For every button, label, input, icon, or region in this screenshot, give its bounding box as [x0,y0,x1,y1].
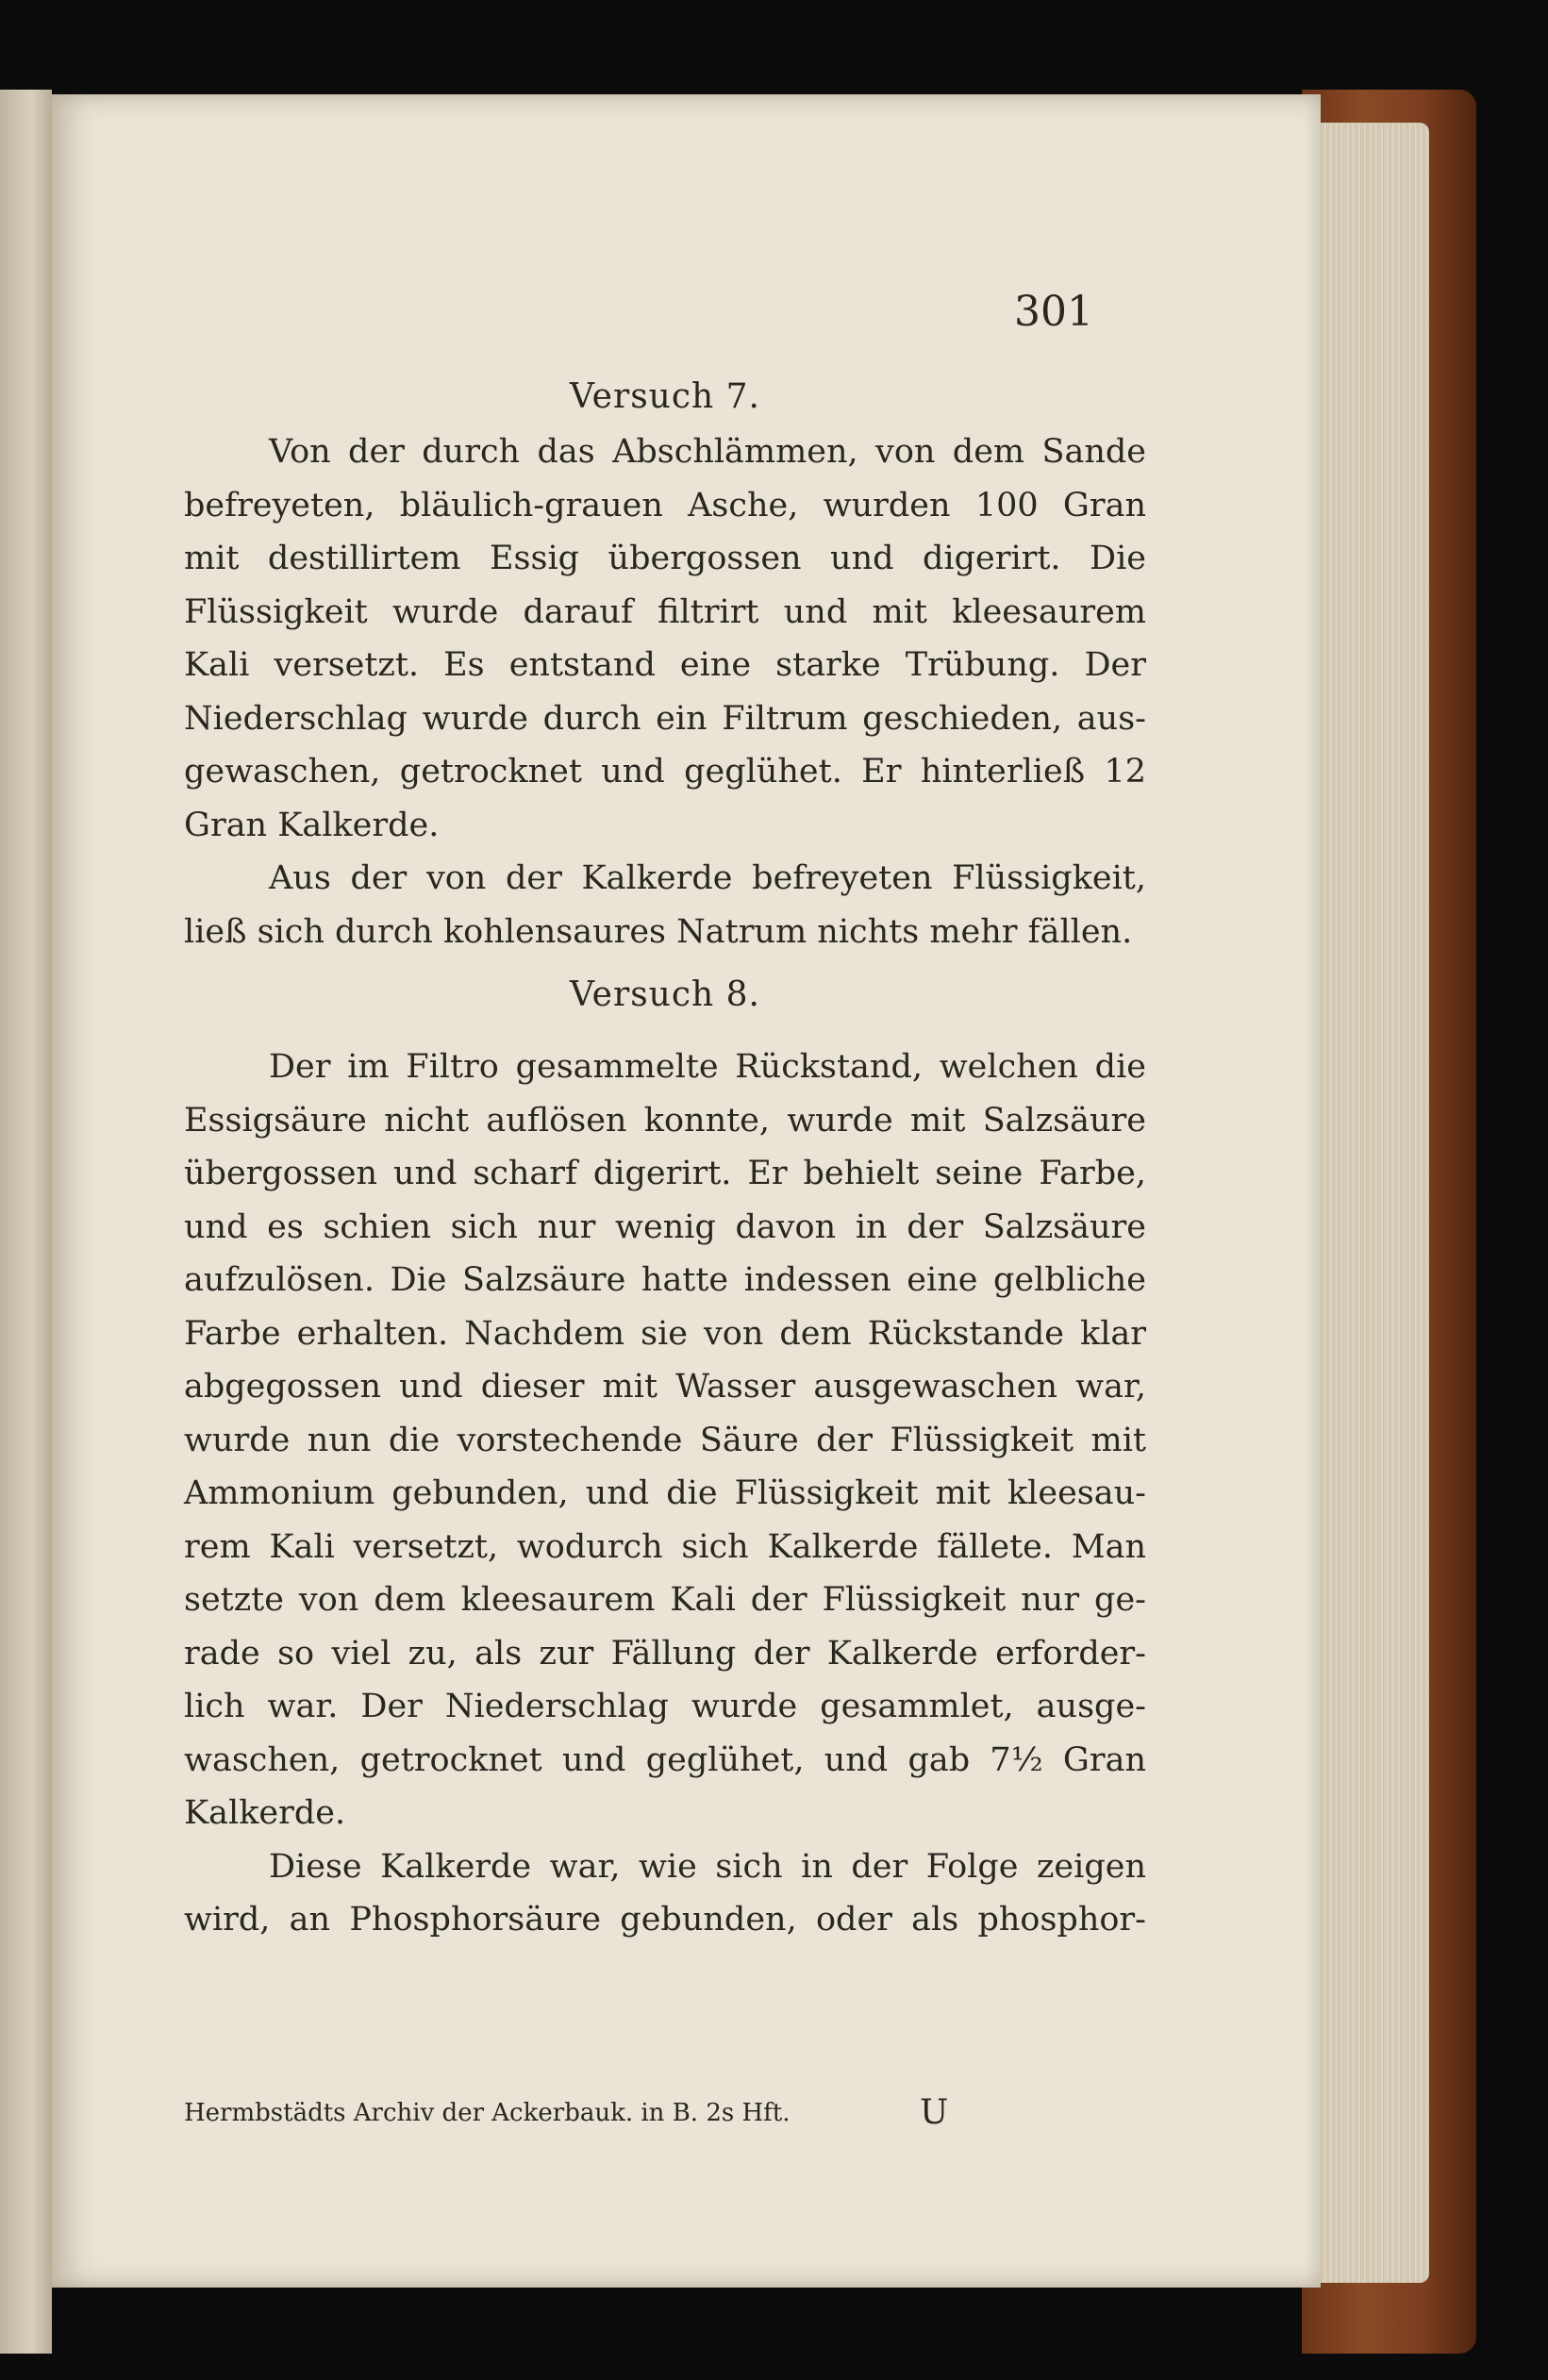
text-line: mit destillirtem Essig übergossen und digerirt. Die [184,540,1146,577]
facing-page-edge [0,90,52,2354]
text-line: Diese Kalkerde war, wie sich in der Folge zeigen [269,1847,1146,1886]
section-7-paragraph-1 [184,425,1146,852]
text-line: setzte von dem kleesaurem Kali der Flüssigkeit nur ge- [184,1581,1146,1619]
text-line: wird, an Phosphorsäure gebunden, oder als phosphor- [184,1901,1146,1939]
running-title: Hermbstädts Archiv der Ackerbauk. in B. 2s Hft. [184,2099,791,2127]
text-line: Der im Filtro gesammelte Rückstand, welchen die [269,1048,1146,1086]
section-heading-7: Versuch 7. [569,377,760,416]
page-footer [184,2093,1146,2132]
text-line: wurde nun die vorstechende Säure der Flüssigkeit mit [184,1421,1146,1459]
text-line: lich war. Der Niederschlag wurde gesammlet, ausge- [184,1688,1146,1725]
text-line: befreyeten, bläulich-grauen Asche, wurden 100 Gran [184,486,1146,524]
book-page [52,94,1321,2288]
page-text [184,377,1146,1947]
text-line: Kali versetzt. Es entstand eine starke Trübung. Der [184,646,1146,684]
text-line: Flüssigkeit wurde darauf filtrirt und mit kleesaurem [184,592,1146,631]
text-line: und es schien sich nur wenig davon in der Salzsäure [184,1207,1146,1246]
section-heading-8: Versuch 8. [569,975,760,1014]
text-line: Von der durch das Abschlämmen, von dem Sande [269,433,1146,471]
text-line: rade so viel zu, als zur Fällung der Kalkerde erforder- [184,1634,1146,1673]
text-line: Essigsäure nicht auflösen konnte, wurde mit Salzsäure [184,1101,1146,1140]
page-number: 301 [1014,288,1093,336]
text-line: Niederschlag wurde durch ein Filtrum geschieden, aus- [184,699,1146,738]
text-line: aufzulösen. Die Salzsäure hatte indessen eine gelbliche [184,1261,1146,1299]
text-line: Aus der von der Kalkerde befreyeten Flüssigkeit, [269,859,1146,897]
text-line: rem Kali versetzt, wodurch sich Kalkerde fällete. Man [184,1527,1146,1566]
text-line: übergossen und scharf digerirt. Er behielt seine Farbe, [184,1155,1146,1192]
section-8-paragraph-2 [184,1840,1146,1947]
text-line: Farbe erhalten. Nachdem sie von dem Rückstande klar [184,1314,1146,1353]
section-8-paragraph-1 [184,1040,1146,1840]
section-7-paragraph-2 [184,852,1146,958]
text-line: Ammonium gebunden, und die Flüssigkeit mit kleesau- [184,1474,1146,1512]
text-line: waschen, getrocknet und geglühet, und gab 7½ Gran [184,1740,1146,1779]
text-line: gewaschen, getrocknet und geglühet. Er hinterließ 12 [184,753,1146,791]
text-line: abgegossen und dieser mit Wasser ausgewaschen war, [184,1368,1146,1406]
text-line: Gran Kalkerde. [184,806,440,844]
text-line: ließ sich durch kohlensaures Natrum nichts mehr fällen. [184,912,1133,951]
signature-mark: U [920,2093,949,2132]
page-edges [1316,123,1429,2283]
text-line: Kalkerde. [184,1794,346,1832]
